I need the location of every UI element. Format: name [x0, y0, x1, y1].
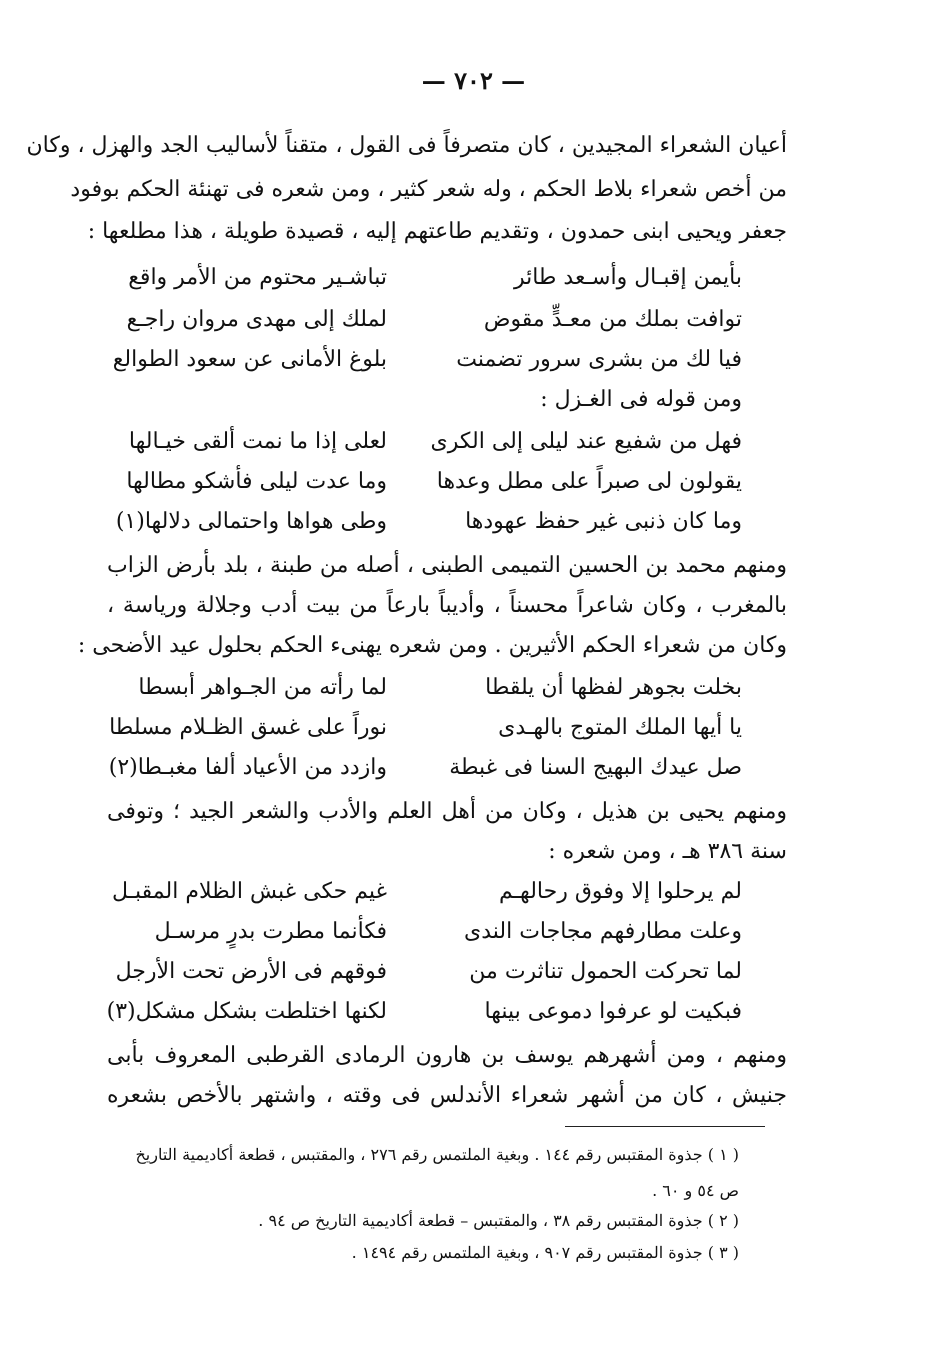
verse-first-hemistich: وما كان ذنبى غير حفظ عهودها: [465, 509, 742, 534]
prose-line: وكان من شعراء الحكم الأثيرين . ومن شعره يهنىء الحكم بحلول عيد الأضحى :: [77, 633, 787, 658]
verse-line: [0, 748, 947, 788]
prose-line: ومنهم محمد بن الحسين التميمى الطبنى ، أصله من طبنة ، بلد بأرض الزاب: [107, 553, 787, 578]
verse-first-hemistich: لم يرحلوا إلا وفوق رحالهـم: [498, 879, 742, 904]
verse-second-hemistich: لكنها اختلطت بشكل مشكل(٣): [106, 999, 387, 1024]
verse-line: [0, 300, 947, 340]
verse-line: [0, 462, 947, 502]
verse-line: [0, 502, 947, 542]
prose-line: جنيش ، كان من أشهر شعراء الأندلس فى وقته ، واشتهر بالأخص بشعره: [107, 1083, 787, 1108]
footnote-divider: [565, 1126, 765, 1127]
verse-line: [0, 952, 947, 992]
verse-second-hemistich: فوقهم فى الأرض تحت الأرجل: [115, 959, 387, 984]
prose-line: ومنهم ، ومن أشهرهم يوسف بن هارون الرمادى القرطبى المعروف بأبى: [107, 1043, 787, 1068]
intro-text: ومن قوله فى الغـزل :: [540, 387, 742, 412]
verse-line: [0, 258, 947, 298]
prose-line: ومنهم يحيى بن هذيل ، وكان من أهل العلم والأدب والشعر الجيد ؛ وتوفى: [107, 799, 787, 824]
verse-second-hemistich: غيم حكى غبش الظلام المقبـل: [111, 879, 387, 904]
verse-second-hemistich: وما عدت ليلى فأشكو مطالها: [126, 469, 387, 494]
verse-line: [0, 340, 947, 380]
page-number: — ٧٠٢ —: [421, 66, 526, 95]
verse-first-hemistich: فهل من شفيع عند ليلى إلى الكرى: [430, 429, 742, 454]
verse-second-hemistich: لعلى إذا ما نمت ألقى خيـالها: [128, 429, 387, 454]
verse-second-hemistich: بلوغ الأمانى عن سعود الطوالع: [112, 347, 387, 372]
verse-line: [0, 912, 947, 952]
verse-first-hemistich: يقولون لى صبراً على مطل وعدها: [436, 469, 742, 494]
verse-second-hemistich: فكأنما مطرت بدرٍ مرسـل: [154, 919, 387, 944]
verse-first-hemistich: يا أيها الملك المتوج بالهـدى: [498, 715, 742, 740]
verse-first-hemistich: توافت بملك من معـدٍّ مقوض: [483, 307, 742, 332]
prose-line: جعفر ويحيى ابنى حمدون ، وتقديم طاعتهم إليه ، قصيدة طويلة ، هذا مطلعها :: [87, 219, 787, 244]
footnote-continuation: ص ٥٤ و ٦٠ .: [652, 1181, 739, 1200]
prose-line: من أخص شعراء بلاط الحكم ، وله شعر كثير ، ومن شعره فى تهنئة الحكم بوفود: [70, 177, 787, 202]
footnote: ( ٣ ) جذوة المقتبس رقم ٩٠٧ ، وبغية الملتمس رقم ١٤٩٤ .: [351, 1243, 739, 1262]
verse-second-hemistich: وطى هواها واحتمالى دلالها(١): [115, 509, 387, 534]
verse-first-hemistich: وعلت مطارفهم مجاجات الندى: [464, 919, 742, 944]
verse-line: [0, 708, 947, 748]
prose-line: سنة ٣٨٦ هـ ، ومن شعره :: [548, 839, 787, 864]
verse-line: [0, 668, 947, 708]
verse-first-hemistich: فبكيت لو عرفوا دموعى بينها: [484, 999, 742, 1024]
verse-line: [0, 992, 947, 1032]
prose-line: بالمغرب ، وكان شاعراً محسناً ، وأديباً بارعاً من بيت أدب وجلالة ورياسة ،: [107, 593, 787, 618]
footnote: ( ١ ) جذوة المقتبس رقم ١٤٤ . وبغية الملتمس رقم ٢٧٦ ، والمقتبس ، قطعة أكاديمية التاريخ: [135, 1145, 739, 1164]
verse-first-hemistich: بأيمن إقبـال وأسـعد طائر: [513, 265, 742, 290]
verse-second-hemistich: لملك إلى مهدى مروان راجـع: [126, 307, 387, 332]
section-intro: [0, 380, 947, 420]
verse-first-hemistich: فيا لك من بشرى سرور تضمنت: [456, 347, 742, 372]
verse-second-hemistich: تباشـير محتوم من الأمر واقع: [128, 265, 387, 290]
verse-first-hemistich: بخلت بجوهر لفظها أن يلقطا: [485, 675, 742, 700]
footnote: ( ٢ ) جذوة المقتبس رقم ٣٨ ، والمقتبس – قطعة أكاديمية التاريخ ص ٩٤ .: [258, 1211, 739, 1230]
verse-first-hemistich: لما تحركت الحمول تناثرت من: [469, 959, 742, 984]
verse-line: [0, 872, 947, 912]
verse-second-hemistich: لما رأته من الجـواهر أبسطا: [138, 675, 387, 700]
verse-second-hemistich: نوراً على غسق الظـلام مسلطا: [109, 715, 387, 740]
verse-second-hemistich: وازدد من الأعياد ألفا مغبـطا(٢): [108, 755, 387, 780]
verse-line: [0, 422, 947, 462]
verse-first-hemistich: صل عيدك البهيج السنا فى غبطة: [449, 755, 742, 780]
prose-line: أعيان الشعراء المجيدين ، كان متصرفاً فى القول ، متقناً لأساليب الجد والهزل ، وكان: [26, 133, 787, 158]
